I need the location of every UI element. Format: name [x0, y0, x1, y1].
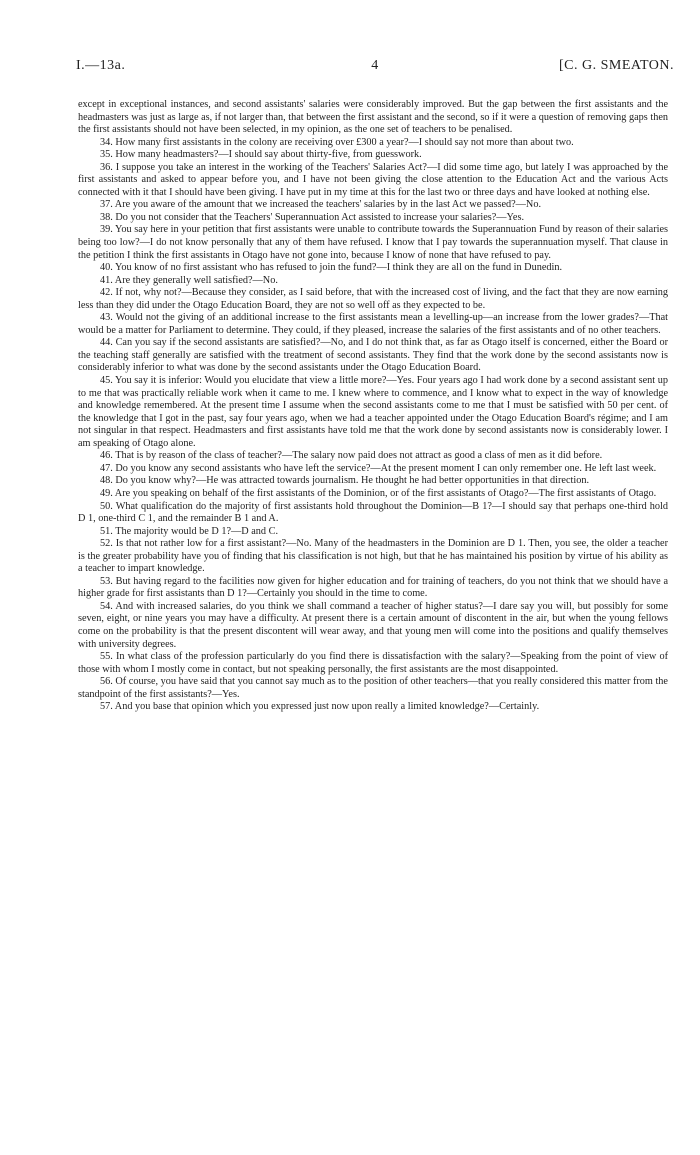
- paragraph: 36. I suppose you take an interest in the working of the Teachers' Salaries Act?—I did some time ago, but lately I was approached by the first assistants and asked to appear before you, and I have not been giving the close attention to the Education Act and the various Acts connected with it that I should have been giving. I have put in my time at this for the last two or three days and have looked at nothing else.: [78, 161, 668, 198]
- page-header: [76, 58, 674, 78]
- paragraph: 50. What qualification do the majority of first assistants hold throughout the Dominion—B 1?—I should say that perhaps one-third hold D 1, one-third C 1, and the remainder B 1 and A.: [78, 500, 668, 525]
- paragraph: 38. Do you not consider that the Teachers' Superannuation Act assisted to increase your salaries?—Yes.: [100, 211, 525, 223]
- testimony-body: [78, 99, 668, 714]
- paragraph: 37. Are you aware of the amount that we increased the teachers' salaries by in the last Act we passed?—No.: [100, 199, 542, 211]
- paragraph: 43. Would not the giving of an additional increase to the first assistants mean a levelling-up—an increase from the lower grades?—That would be a matter for Parliament to determine. They could, if they pleased, increase the salaries of the first assistants and of no other teachers.: [78, 312, 668, 336]
- paragraph: 46. That is by reason of the class of teacher?—The salary now paid does not attract as good a class of men as it did before.: [100, 450, 603, 462]
- witness-name: [C. G. SMEATON.: [559, 58, 674, 73]
- paragraph: 35. How many headmasters?—I should say about thirty-five, from guesswork.: [100, 149, 422, 161]
- paragraph: 54. And with increased salaries, do you think we shall command a teacher of higher status?—I dare say you will, but possibly for some seven, eight, or nine years you may have a difficulty. At present there is a certain amount of discontent in the air, but when the young fellows come on the probability is that the present discontent will wear away, and that young men will come into the positions and qualify themselves with university degrees.: [78, 600, 668, 650]
- paragraph: 47. Do you know any second assistants who have left the service?—At the present moment I can only remember one. He left last week.: [100, 462, 657, 474]
- paragraph: 53. But having regard to the facilities now given for higher education and for training of teachers, do you not think that we should have a higher grade for first assistants than D 1?—Certainly you should in the time to come.: [78, 575, 668, 600]
- paragraph: 57. And you base that opinion which you expressed just now upon really a limited knowledge?—Certainly.: [100, 701, 540, 713]
- paragraph: 52. Is that not rather low for a first assistant?—No. Many of the headmasters in the Dominion are D 1. Then, you see, the older a teacher is the greater probability have you of finding that his classification is not high, but that he has maintained his position by virtue of his ability as a teacher to impart knowledge.: [78, 538, 668, 575]
- page-number: 4: [371, 58, 379, 73]
- paragraph: 39. You say here in your petition that first assistants were unable to contribute towards the Superannuation Fund by reason of their salaries being too low?—I do not know personally that any of them have refused. I know that I pay towards the superannuation myself. That clause in the petition I think the first assistants in Otago have not gone into, because I know of none that have refused to pay.: [78, 224, 668, 261]
- paragraph: 55. In what class of the profession particularly do you find there is dissatisfaction with the salary?—Speaking from the point of view of those with whom I mostly come in contact, but not speaking personally, the first assistants are the most disappointed.: [78, 651, 668, 675]
- paragraph: 49. Are you speaking on behalf of the first assistants of the Dominion, or of the first assistants of Otago?—The first assistants of Otago.: [100, 487, 657, 499]
- paragraph: 45. You say it is inferior: Would you elucidate that view a little more?—Yes. Four years ago I had work done by a second assistant sent up to me that was practically reliable work when it came to me. I knew where to commence, and I know what to expect in the way of knowledge and knowledge remembered. At the present time I assume when the second assistants come to me that I must be satisfied with 50 per cent. of the knowledge that I got in the past, say four years ago, when we had a teacher appointed under the Otago Education Board's régime; and I am not singular in that respect. Headmasters and first assistants have told me that the work done by second assistants now is considerably lower. I am speaking of Otago alone.: [78, 375, 668, 449]
- paragraph: 42. If not, why not?—Because they consider, as I said before, that with the increased cost of living, and the fact that they are now earning less than they did under the Otago Education Board, they are not so well off as they expected to be.: [78, 287, 668, 311]
- paragraph: 48. Do you know why?—He was attracted towards journalism. He thought he had better opportunities in that direction.: [100, 475, 590, 487]
- paragraph: 41. Are they generally well satisfied?—No.: [100, 274, 278, 286]
- paragraph: 44. Can you say if the second assistants are satisfied?—No, and I do not think that, as far as Otago itself is concerned, either the Board or the teaching staff generally are satisfied with the treatment of second assistants. They find that the work done by the second assistants now is considerably inferior to what was done by the second assistants under the Otago Education Board.: [78, 337, 668, 374]
- paragraph: 34. How many first assistants in the colony are receiving over £300 a year?—I should say not more than about two.: [100, 136, 574, 148]
- paragraph: 40. You know of no first assistant who has refused to join the fund?—I think they are all on the fund in Dunedin.: [100, 262, 563, 274]
- paragraph: 56. Of course, you have said that you cannot say much as to the position of other teachers—that you really considered this matter from the standpoint of the first assistants?—Yes.: [78, 676, 668, 700]
- paragraph: except in exceptional instances, and second assistants' salaries were considerably improved. But the gap between the first assistants and the headmasters was just as large as, if not larger than, that between the first assistant and the second, so if it were a question of removing gaps then the first assistants should not have been selected, in my opinion, as the one set of teachers to be penalised.: [78, 99, 668, 136]
- paragraph: 51. The majority would be D 1?—D and C.: [100, 525, 279, 537]
- document-reference: I.—13a.: [76, 58, 126, 73]
